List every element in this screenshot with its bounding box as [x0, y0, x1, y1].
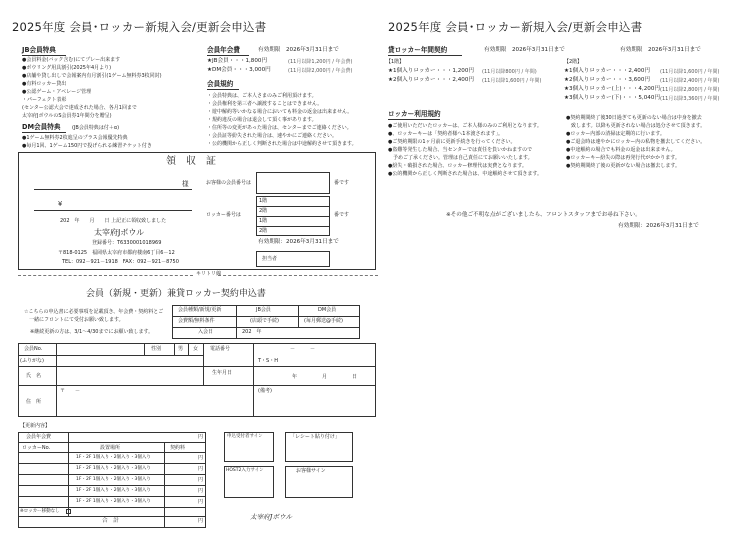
info-col-divider [253, 343, 254, 385]
receipt-staff-label: 担当者 [262, 256, 278, 262]
contract-row-yen: 円 [198, 455, 204, 461]
locker-rule-right-1: ●契約期間終了後30日過ぎても更新のない場合は中身を撤去 [566, 115, 702, 121]
contract-no-move: ※ロッカー移動なし [20, 509, 60, 514]
receipt-locker-no-label: ロッカー番号は [206, 212, 241, 218]
member-rules-heading: 会員規約 [207, 80, 234, 88]
locker-rule-left-7: ●公的機関から正しく判断された場合は、中途解約させて頂きます。 [388, 171, 542, 177]
locker-row-divider [256, 216, 330, 217]
rules-heading-underline [207, 89, 239, 90]
receipt-validity: 有効期限：2026年3月31日まで [258, 239, 339, 245]
fees-heading-underline [207, 55, 249, 56]
jb-benefit-2: ●ボウリング用具割引(2025年4月より) [22, 65, 112, 71]
contract-row-divider [18, 507, 206, 508]
contract-total-label: 合 計 [102, 518, 119, 524]
birth-era[interactable]: T・S・H [258, 358, 278, 364]
contract-row-divider [18, 485, 206, 486]
locker-rules-underline [388, 119, 440, 120]
member-rule-2: ・会員権利を第三者へ譲渡することはできません。 [207, 101, 323, 107]
contract-row-place[interactable]: 1F・2F 1個入り・2個入り・3個入り [76, 455, 151, 460]
plan-divider [172, 316, 360, 317]
info-col-divider [174, 343, 175, 355]
contract-row-place[interactable]: 1F・2F 1個入り・2個入り・3個入り [76, 477, 151, 482]
receipt-cust-no-label: お客様の会員番号は [206, 180, 252, 186]
fees-validity: 有効期限 2026年3月31日まで [258, 47, 339, 53]
cut-line [18, 275, 193, 276]
fee-dm-note: (11月以降2,000円 / 年会費) [288, 68, 353, 74]
locker-rule-right-3: ●ロッカー内部の清掃は定期的に行います。 [566, 131, 665, 137]
birth-month: 月 [322, 374, 328, 380]
receipt-title: 領 収 証 [166, 156, 216, 167]
furigana-label: (ふりがな) [20, 358, 44, 364]
name-input[interactable] [57, 367, 202, 384]
info-row-divider [18, 385, 376, 386]
contract-row-place[interactable]: 1F・2F 1個入り・2個入り・3個入り [76, 488, 151, 493]
member-rule-3: ・遊中解約等いかなる場合においても料金の返金は出来ません。 [207, 109, 353, 115]
locker-rule-left-6: ●紛失・破損された場合、ロッカー修理代は実費となります。 [388, 163, 527, 169]
name-label: 氏 名 [26, 373, 42, 379]
gender-male[interactable]: 男 [178, 346, 184, 352]
gender-label: 性別 [151, 346, 162, 352]
locker-floor-1: 1階 [259, 198, 268, 204]
dm-benefit-2: ●毎月1回、1ゲーム150円で投げられる練習チケット付き [22, 143, 152, 149]
floor2-locker-1-note: (11月以降1,600円 / 年間) [660, 69, 720, 75]
jb-heading-underline [22, 55, 66, 56]
plan-dm: DM会員 [318, 307, 337, 313]
locker-rule-left-4: ●盗難等発生した場合、当センターでは責任を負いかねますので [388, 147, 533, 153]
fee-jb: ★JB会員・・・1,800円 [207, 58, 268, 64]
dm-heading-underline [22, 132, 66, 133]
host-sign-label: HOST2入力サイン [226, 468, 264, 473]
jb-benefit-7: (センター公認大会で達成された場合、各月1回まで [22, 105, 137, 111]
contract-row-yen: 円 [198, 466, 204, 472]
locker-heading: 貸ロッカー年間契約 [388, 46, 448, 54]
phone-label: 電話番号 [210, 346, 231, 352]
form-title: 会員（新規・更新）兼貸ロッカー契約申込書 [86, 289, 266, 299]
staff-sign-label: 申込受付者サイン [227, 434, 263, 439]
floor2-locker-2-note: (11月以降2,400円 / 年間) [660, 78, 720, 84]
receipt-honorific: 様 [182, 180, 189, 188]
birth-label: 生年月日 [212, 370, 233, 376]
floor1-locker-2-note: (11月以降1,600円 / 年間) [482, 78, 542, 84]
info-col-divider [253, 385, 254, 417]
locker-rule-left-3: ●ご契約期限の1ヶ月前に更新手続きを行ってください。 [388, 139, 516, 145]
contract-row-divider [18, 442, 206, 443]
locker-rule-left-5: 予めご了承ください。管理は自己責任にてお願いいたします。 [388, 155, 533, 161]
plan-divider [172, 327, 360, 328]
dm-benefits-heading: DM会員特典 [22, 123, 61, 131]
floor2-locker-1: ★1個入りロッカー・・・2,400円 [564, 68, 651, 74]
floor2-locker-2: ★2個入りロッカー・・・3,600円 [564, 77, 651, 83]
phone-input[interactable]: － － [290, 346, 316, 352]
member-rule-7: ・公的機関から正しく判断された場合は中途解約させて頂きます。 [207, 141, 357, 147]
footer-logo: 太宰府Jボウル [250, 513, 293, 521]
member-sign-label: お客様サイン [296, 468, 326, 474]
receipt-date-line: 202 年 月 日 上記正に領収致しました [60, 218, 167, 224]
plan-dm-sub: (毎月郵送@手続) [304, 318, 343, 324]
receipt-name-line [34, 189, 192, 190]
locker-row-divider [256, 206, 330, 207]
remarks-label: (備考) [258, 388, 272, 394]
jb-benefit-4: ●有料ロッカー貸出 [22, 81, 67, 87]
birth-year: 年 [292, 374, 298, 380]
member-no-input[interactable] [57, 344, 143, 354]
cut-line [218, 275, 378, 276]
locker-floor-3: 1階 [259, 218, 268, 224]
floor1-locker-1-note: (11月以降800円 / 年間) [482, 69, 537, 75]
contract-row-place[interactable]: 1F・2F 1個入り・2個入り・3個入り [76, 466, 151, 471]
contract-row-yen: 円 [198, 488, 204, 494]
locker-floor-2: 2階 [259, 208, 268, 214]
floor2-locker-4: ★3個入りロッカー(下)・・・5,040円 [564, 95, 660, 101]
contract-row-divider [18, 516, 206, 517]
plan-divider [298, 305, 299, 327]
locker-row-divider [256, 226, 330, 227]
form-notice-3: ※継続更新の方は、3/1～4/30までにお願い致します。 [30, 329, 154, 335]
member-rule-6: ・会員証等紛失された場合は、速やかにご連絡ください。 [207, 133, 338, 139]
jb-benefit-5: ●公認ゲーム・アベレージ管理 [22, 89, 92, 95]
plan-jb-sub: (店頭で手続) [250, 318, 279, 324]
fees-heading: 会員年会費 [207, 46, 240, 54]
contract-row-divider [18, 474, 206, 475]
contract-money-header: 契約料 [170, 445, 186, 451]
info-col-divider [203, 343, 204, 385]
info-col-divider [144, 343, 145, 355]
receipt-cust-no-box [256, 172, 330, 194]
info-row-divider [18, 355, 203, 356]
floor1-locker-1: ★1個入りロッカー・・・1,200円 [388, 68, 475, 74]
floor2-locker-4-note: (11月以降3,360円 / 年間) [660, 96, 720, 102]
cut-line-label: キリトリ線 [196, 271, 222, 277]
jb-benefits-heading: JB会員特典 [22, 46, 56, 54]
receipt-paste-label: 「レシート貼り付け」 [290, 434, 340, 440]
contract-locker-header: ロッカーNo. [22, 445, 51, 451]
member-rule-4: ・規約違反の場合は退会して頂く事があります。 [207, 117, 317, 123]
plan-sub: 会費額/無料条件 [178, 318, 215, 324]
jb-benefit-6: ・パーフェクト表彰 [22, 97, 67, 103]
receipt-address: 〒818-0125 福岡県太宰府市都府楼南6丁目6－12 [58, 250, 175, 256]
contract-row-yen: 円 [198, 499, 204, 505]
locker-rules-heading: ロッカー利用規約 [388, 110, 441, 118]
postal-input[interactable]: 〒 － [60, 388, 81, 394]
form-notice-2: 一緒にフロントにて受付お願い致します。 [24, 317, 124, 323]
floor2-heading: 【2階】 [564, 59, 583, 65]
locker-validity-1: 有効期限 2026年3月31日まで [484, 47, 565, 53]
receipt-amount-line [34, 210, 192, 211]
contract-fee-yen: 円 [198, 434, 204, 440]
gender-female[interactable]: 女 [193, 346, 199, 352]
floor2-locker-3-note: (11月以降2,800円 / 年間) [660, 87, 720, 93]
locker-rule-right-5: ●中途解約の場合でも料金の返金は出来ません。 [566, 147, 676, 153]
locker-rule-right-2: 致します。以降も更新されない場合は処分させて頂きます。 [566, 123, 706, 129]
receipt-yen: ¥ [58, 200, 63, 208]
floor1-heading: 【1階】 [386, 59, 405, 65]
plan-header: 会員種類/新規/更新 [178, 307, 222, 313]
locker-rule-right-4: ●ご退会時は速やかにロッカー内の私物を撤去してください。 [566, 139, 706, 145]
contract-row-divider [18, 452, 206, 453]
contract-row-place[interactable]: 1F・2F 1個入り・2個入り・3個入り [76, 499, 151, 504]
plan-jb: JB会員 [256, 307, 271, 313]
receipt-locker-suffix: 番です [334, 212, 350, 218]
contract-place-header: 設置場所 [100, 445, 121, 451]
locker-rule-left-1: ●ご使用いただいたロッカーは、ご本人様のみのご利用となります。 [388, 123, 542, 129]
join-date-value[interactable]: 202 年 [242, 329, 262, 335]
floor2-locker-3: ★3個入りロッカー(上)・・・4,200円 [564, 86, 660, 92]
jb-benefit-8: 太宰府JボウルのS会員券1年間分を贈呈) [22, 113, 112, 119]
fee-jb-note: (11月以降1,200円 / 年会費) [288, 59, 353, 65]
member-rule-1: ・会員特典は、ご本人さまのみご利用頂けます。 [207, 93, 317, 99]
contract-row-divider [18, 463, 206, 464]
contract-heading: 【更新内容】 [20, 423, 51, 429]
form-notice-1: ☆こちらの申込書に必要事項を記載頂き、年会費・契約料とご [24, 309, 164, 315]
member-no-label: 会員No. [24, 346, 43, 352]
plan-divider [236, 305, 237, 339]
jb-benefit-1: ●会員料金(バック含む)にてプレー出来ます [22, 57, 121, 63]
receipt-tel: TEL：092－921－1918 FAX：092－921－8750 [62, 259, 179, 265]
locker-rule-right-6: ●ロッカーキー紛失の際は再発行代がかかります。 [566, 155, 680, 161]
receipt-reg-no: 登録番号：T6330001018969 [92, 240, 162, 246]
floor1-locker-2: ★2個入りロッカー・・・2,400円 [388, 77, 475, 83]
contract-total-yen: 円 [198, 518, 204, 524]
inquiry-note: ※その他ご不明な点がございましたら、フロントスタッフまでお尋ね下さい。 [446, 212, 641, 218]
receipt-company: 太宰府Jボウル [94, 228, 145, 237]
contract-row-divider [18, 496, 206, 497]
locker-rule-right-7: ●契約期間終了後の更新がない場合は撤去します。 [566, 163, 680, 169]
locker-heading-underline [388, 55, 462, 56]
locker-rule-left-2: ●、ロッカーキーは「契約者様へ1本渡されます」。 [388, 131, 503, 137]
fee-dm: ★DM会員・・・3,000円 [207, 67, 271, 73]
contract-row-yen: 円 [198, 477, 204, 483]
dm-benefit-1: ●1ゲーム無料券2枚進呈のプラス会報優先特典 [22, 135, 128, 141]
locker-validity-2: 有効期限 2026年3月31日まで [620, 47, 701, 53]
no-move-checkbox[interactable] [66, 509, 71, 514]
birth-day: 日 [352, 374, 358, 380]
right-validity-bottom: 有効期限：2026年3月31日まで [618, 223, 699, 229]
receipt-cust-no-suffix: 番です [334, 180, 350, 186]
left-page-title: 2025年度 会員･ロッカー新規入会/更新会申込書 [12, 20, 267, 34]
locker-floor-4: 2階 [259, 228, 268, 234]
contract-fee-header: 会員年会費 [26, 434, 52, 440]
address-label: 住 所 [26, 399, 42, 405]
right-page-title: 2025年度 会員･ロッカー新規入会/更新会申込書 [388, 20, 643, 34]
dm-benefits-note: (JB会員特典は付＋α) [72, 125, 120, 131]
jb-benefit-3: ●店舗や貸し出しで会報案内有月割引(1ゲーム無料券3枚同封) [22, 73, 162, 79]
info-col-divider [188, 343, 189, 355]
join-date-label: 入会日 [198, 329, 214, 335]
member-rule-5: ・住所等の変更があった場合は、センターまでご連絡ください。 [207, 125, 352, 131]
